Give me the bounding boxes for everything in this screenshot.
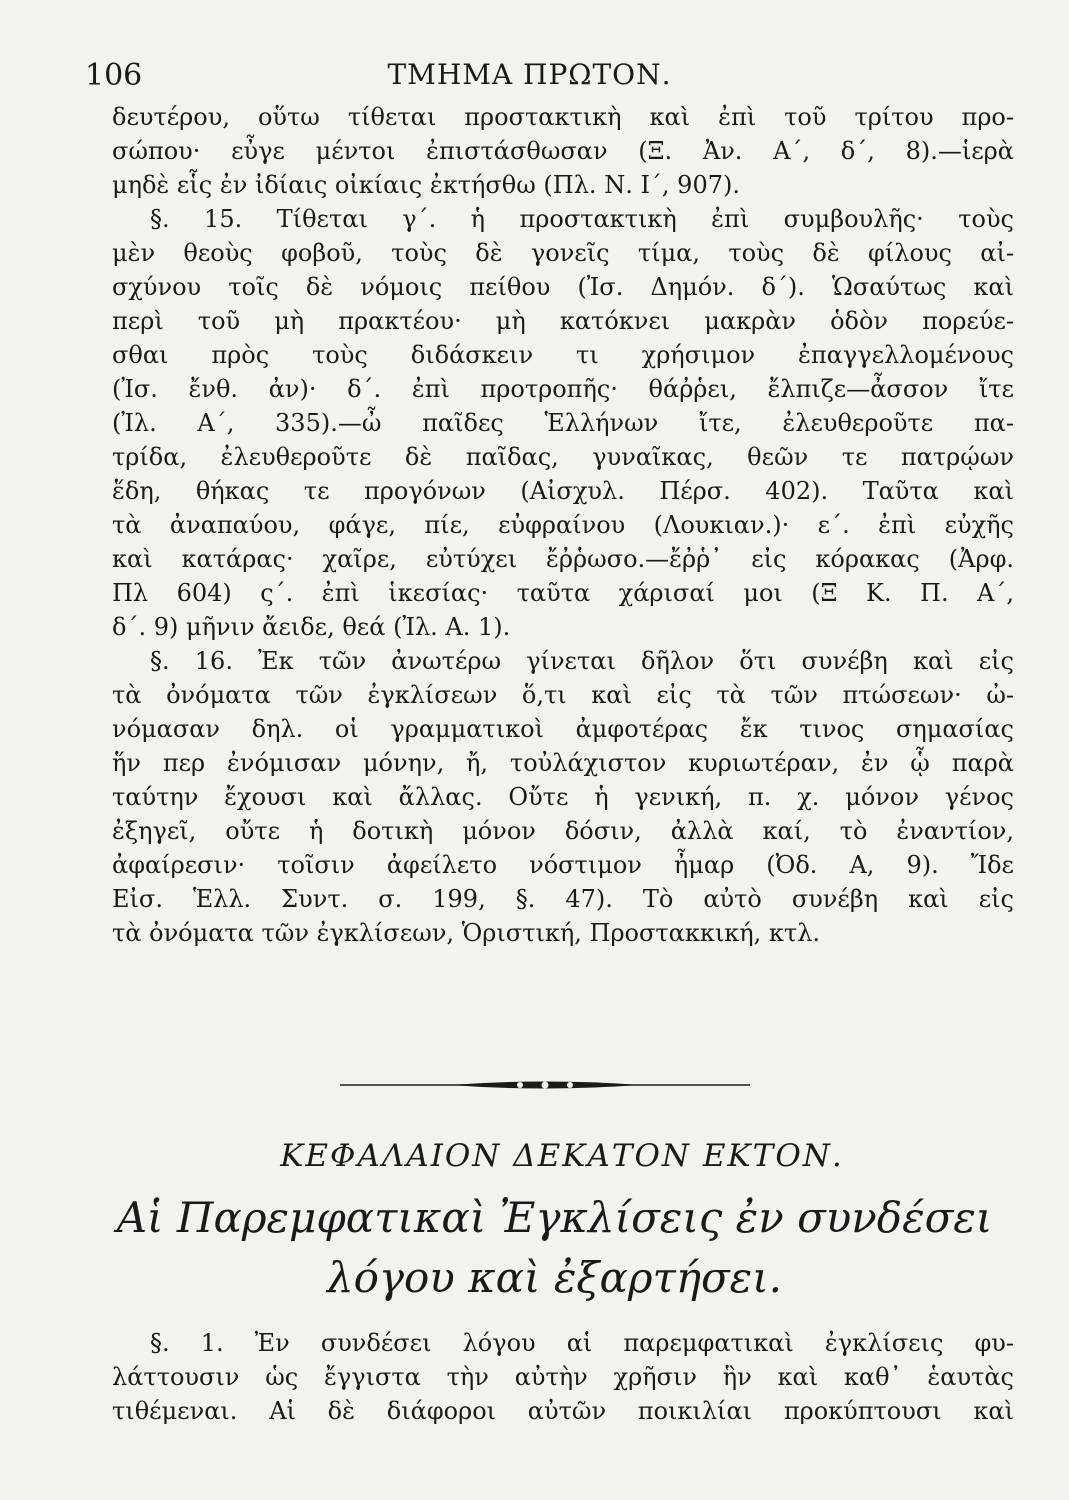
text-line: Εἰσ. Ἑλλ. Συντ. σ. 199, §. 47). Τὸ αὐτὸ συνέβη καὶ εἰς xyxy=(112,885,1014,913)
text-line: δ΄. 9) μῆνιν ἄειδε, θεά (Ἰλ. Α. 1). xyxy=(112,613,511,641)
chapter-subtitle-line: Αἱ Παρεμφατικαὶ Ἐγκλίσεις ἐν συνδέσει xyxy=(116,1193,993,1242)
text-line: (Ἰλ. Α΄, 335).—ὦ παῖδες Ἑλλήνων ἴτε, ἐλευθεροῦτε πα- xyxy=(112,409,1014,437)
section-15-start: §. 15. Τίθεται γ΄. ἡ προστακτικὴ ἐπὶ συμβουλῆς· τοὺς xyxy=(150,205,1014,233)
text-line: δευτέρου, οὕτω τίθεται προστακτικὴ καὶ ἐπὶ τοῦ τρίτου προ- xyxy=(112,103,1014,131)
section-16-start: §. 16. Ἐκ τῶν ἀνωτέρω γίνεται δῆλον ὅτι συνέβη καὶ εἰς xyxy=(150,647,1014,675)
main-text xyxy=(112,100,1014,950)
chapter-subtitle-line: λόγου καὶ ἐξαρτήσει. xyxy=(326,1253,783,1302)
text-line: ἥν περ ἐνόμισαν μόνην, ἤ, τοὐλάχιστον κυριωτέραν, ἐν ᾧ παρὰ xyxy=(112,749,1014,777)
text-line: ἐξηγεῖ, οὔτε ἡ δοτικὴ μόνον δόσιν, ἀλλὰ καί, τὸ ἐναντίον, xyxy=(112,817,1014,845)
text-line: περὶ τοῦ μὴ πρακτέου· μὴ κατόκνει μακρὰν ὁδὸν πορεύε- xyxy=(112,307,1014,335)
running-head: ΤΜΗΜΑ ΠΡΩΤΟΝ. xyxy=(387,58,672,91)
text-line: σθαι πρὸς τοὺς διδάσκειν τι χρήσιμον ἐπαγγελλομένους xyxy=(112,341,1014,369)
text-line: ταύτην ἔχουσι καὶ ἄλλας. Οὔτε ἡ γενική, π. χ. μόνον γένος xyxy=(112,783,1014,811)
text-line: σώπου· εὖγε μέντοι ἐπιστάσθωσαν (Ξ. Ἀν. Α΄, δ΄, 8).—ἱερὰ xyxy=(112,137,1014,165)
text-line: σχύνου τοῖς δὲ νόμοις πείθου (Ἰσ. Δημόν. δ΄). Ὡσαύτως καὶ xyxy=(112,273,1014,301)
chapter-title: ΚΕΦΑΛΑΙΟΝ ΔΕΚΑΤΟΝ ΕΚΤΟΝ. xyxy=(280,1138,844,1174)
text-line: τὰ ὀνόματα τῶν ἐγκλίσεων, Ὁριστική, Προστακκική, κτλ. xyxy=(112,919,821,947)
text-line: μηδὲ εἷς ἐν ἰδίαις οἰκίαις ἐκτήσθω (Πλ. Ν. Ι΄, 907). xyxy=(112,171,740,199)
text-line: νόμασαν δηλ. οἱ γραμματικοὶ ἀμφοτέρας ἔκ τινος σημασίας xyxy=(112,715,1014,743)
page-number: 106 xyxy=(85,58,143,93)
text-line: ἀφαίρεσιν· τοῖσιν ἀφείλετο νόστιμον ἦμαρ (Ὀδ. Α, 9). Ἴδε xyxy=(112,851,1014,879)
text-line: τὰ ἀναπαύου, φάγε, πίε, εὐφραίνου (Λουκιαν.)· ε΄. ἐπὶ εὐχῆς xyxy=(112,511,1014,539)
text-line: Πλ 604) ς΄. ἐπὶ ἱκεσίας· ταῦτα χάρισαί μοι (Ξ Κ. Π. Α΄, xyxy=(112,579,1014,607)
text-line: λάττουσιν ὡς ἔγγιστα τὴν αὐτὴν χρῆσιν ἣν καὶ καθ᾽ ἑαυτὰς xyxy=(112,1363,1014,1391)
page-header xyxy=(85,58,974,98)
text-line: μὲν θεοὺς φοβοῦ, τοὺς δὲ γονεῖς τίμα, τοὺς δὲ φίλους αἰ- xyxy=(112,239,1014,267)
chapter-subtitle xyxy=(80,1188,1029,1308)
section-1-start: §. 1. Ἐν συνδέσει λόγου αἱ παρεμφατικαὶ ἐγκλίσεις φυ- xyxy=(150,1329,1014,1357)
text-line: (Ἰσ. ἔνθ. ἀν)· δ΄. ἐπὶ προτροπῆς· θάῤῥει, ἔλπιζε—ἆσσον ἴτε xyxy=(112,375,1014,403)
text-line: καὶ κατάρας· χαῖρε, εὐτύχει ἔῤῥωσο.—ἔῤῥ᾽ εἰς κόρακας (Ἀρφ. xyxy=(112,545,1014,573)
text-line: τὰ ὀνόματα τῶν ἐγκλίσεων ὅ,τι καὶ εἰς τὰ τῶν πτώσεων· ὠ- xyxy=(112,681,1014,709)
text-line: τρίδα, ἐλευθεροῦτε δὲ παῖδας, γυναῖκας, θεῶν τε πατρῴων xyxy=(112,443,1014,471)
text-line: ἕδη, θήκας τε προγόνων (Αἰσχυλ. Πέρσ. 402). Ταῦτα καὶ xyxy=(112,477,1014,505)
ornament-divider xyxy=(340,1078,750,1092)
chapter-section-1 xyxy=(112,1326,1014,1428)
text-line: τιθέμεναι. Αἱ δὲ διάφοροι αὐτῶν ποικιλίαι προκύπτουσι καὶ xyxy=(112,1397,1014,1425)
